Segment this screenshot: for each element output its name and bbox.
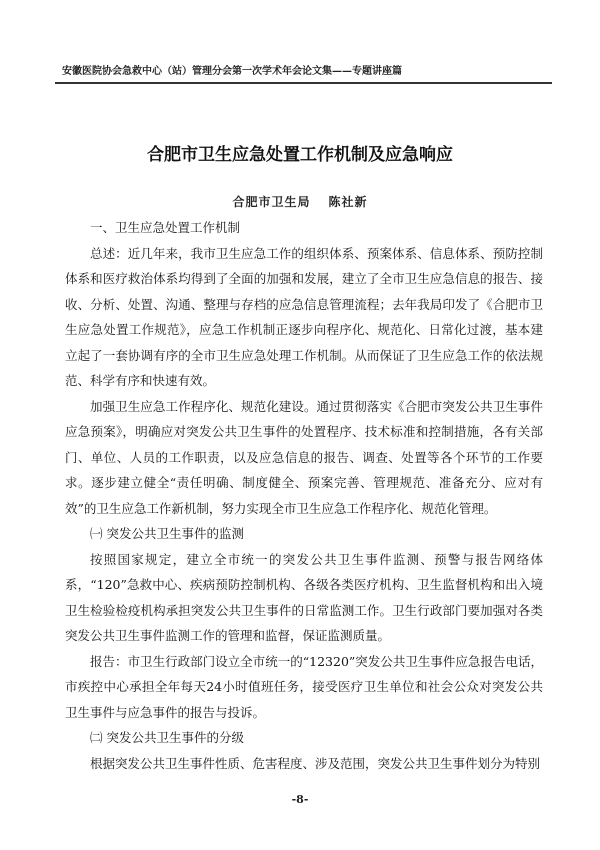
- paragraph-standardization: 加强卫生应急工作程序化、规范化建设。通过贯彻落实《合肥市突发公共卫生事件应急预案》，明确应对突发公共卫生事件的处置程序、技术标准和控制措施，各有关部门、单位、人员的工作职责，以及应急信息的报告、调查、处置等各个环节的工作要求。逐步建立健全“责任明确、制度健全、预案完善、管理规范、准备充分、应对有效”的卫生应急工作新机制，努力实现全市卫生应急工作程序化、规范化管理。: [65, 398, 543, 516]
- paragraph-overview: 总述：近几年来，我市卫生应急工作的组织体系、预案体系、信息体系、预防控制体系和医疗救治体系均得到了全面的加强和发展，建立了全市卫生应急信息的报告、接收、分析、处置、沟通、整理与存档的应急信息管理流程；去年我局印发了《合肥市卫生应急处置工作规范》，应急工作机制正逐步向程序化、规范化、日常化过渡，基本建立起了一套协调有序的全市卫生应急处理工作机制。从而保证了卫生应急工作的依法规范、科学有序和快速有效。: [65, 245, 543, 388]
- author-name: 陈社新: [328, 195, 368, 209]
- section-heading: 一、卫生应急处置工作机制: [90, 220, 241, 235]
- author-line: [0, 193, 600, 210]
- paragraph-monitoring: 按照国家规定，建立全市统一的突发公共卫生事件监测、预警与报告网络体系，“120”急救中心、疾病预防控制机构、各级各类医疗机构、卫生监督机构和出入境卫生检验检疫机构承担突发公共卫生事件的日常监测工作。卫生行政部门要加强对各类突发公共卫生事件监测工作的管理和监督，保证监测质量。: [65, 551, 543, 643]
- subsection-heading-grading: ㈡ 突发公共卫生事件的分级: [90, 730, 244, 745]
- running-header: 安徽医院协会急救中心（站）管理分会第一次学术年会论文集——专题讲座篇: [62, 66, 402, 77]
- article-title: 合肥市卫生应急处置工作机制及应急响应: [147, 145, 453, 165]
- author-organization: 合肥市卫生局: [232, 195, 311, 209]
- paragraph-reporting: 报告：市卫生行政部门设立全市统一的“12320”突发公共卫生事件应急报告电话，市疾控中心承担全年每天24小时值班任务，接受医疗卫生单位和社会公众对突发公共卫生事件与应急事件的报告与投诉。: [65, 653, 543, 720]
- paragraph-grading: 根据突发公共卫生事件性质、危害程度、涉及范围，突发公共卫生事件划分为特别: [90, 755, 541, 771]
- page-number: -8-: [291, 793, 309, 806]
- header-rule: [55, 82, 552, 84]
- article-body: [65, 215, 543, 776]
- subsection-heading-monitoring: ㈠ 突发公共卫生事件的监测: [90, 526, 244, 541]
